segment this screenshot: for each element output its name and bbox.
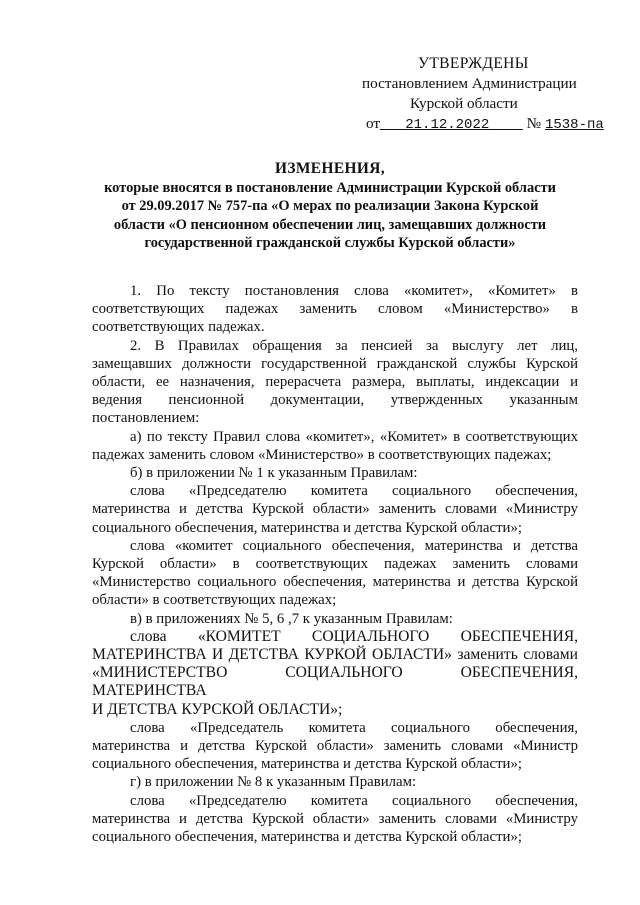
- item-g1-line: социального обеспечения, материнства и детства Курской области»;: [92, 829, 522, 846]
- heading-title: ИЗМЕНЕНИЯ,: [274, 160, 386, 177]
- approval-title: УТВЕРЖДЕНЫ: [418, 55, 529, 72]
- approval-number: 1538-па: [544, 117, 604, 133]
- paragraph-1-line: соответствующих падежах.: [92, 319, 265, 336]
- approval-region: Курской области: [410, 95, 518, 112]
- paragraph-1-line: соответствующих падежах заменить словом «Министерство» в: [92, 301, 578, 318]
- item-b-heading: б) в приложении № 1 к указанным Правилам:: [130, 465, 418, 482]
- paragraph-2-line: 2. В Правилах обращения за пенсией за выслугу лет лиц,: [130, 337, 578, 354]
- paragraph-2-line: замещавших должности государственной гражданской службы Курской: [92, 355, 578, 372]
- item-a-line: падежах заменить словом «Министерство» в соответствующих падежах;: [92, 446, 552, 463]
- item-v-heading: в) в приложениях № 5, 6 ,7 к указанным Правилам:: [130, 610, 453, 627]
- item-v1-line: И ДЕТСТВА КУРСКОЙ ОБЛАСТИ»;: [92, 700, 343, 718]
- item-b1-line: материнства и детства Курской области» заменить словами «Министру: [92, 501, 578, 518]
- item-g1-line: материнства и детства Курской области» заменить словами «Министру: [92, 810, 578, 827]
- heading-line: от 29.09.2017 № 757-па «О мерах по реализации Закона Курской: [121, 198, 539, 215]
- approval-date-number: [340, 114, 604, 135]
- paragraph-2-line: области, ее назначения, перерасчета размера, выплаты, индексации и: [92, 374, 578, 391]
- item-b2-line: Курской области» в соответствующих падежах заменить словами: [92, 556, 578, 573]
- document-heading: [82, 160, 578, 253]
- item-b2-line: слова «комитет социального обеспечения, материнства и детства: [130, 537, 578, 554]
- approval-stamp: [340, 54, 604, 135]
- item-v2-line: материнства и детства Курской области» заменить словами «Министр: [92, 738, 578, 755]
- paragraph-2-line: постановлением:: [92, 410, 200, 427]
- heading-line: государственной гражданской службы Курской области»: [144, 235, 516, 252]
- item-a-line: а) по тексту Правил слова «комитет», «Комитет» в соответствующих: [130, 428, 578, 445]
- approval-date: 21.12.2022: [405, 117, 490, 133]
- item-v2-line: слова «Председатель комитета социального обеспечения,: [130, 719, 578, 736]
- item-b1-line: слова «Председателю комитета социального обеспечения,: [130, 483, 578, 500]
- item-v1-line: «МИНИСТЕРСТВО СОЦИАЛЬНОГО ОБЕСПЕЧЕНИЯ, МАТЕРИНСТВА: [92, 664, 578, 700]
- heading-line: области «О пенсионном обеспечении лиц, замещавших должности: [113, 216, 547, 233]
- paragraph-1-line: 1. По тексту постановления слова «комитет», «Комитет» в: [130, 283, 578, 299]
- heading-line: которые вносятся в постановление Администрации Курской области: [104, 179, 556, 196]
- item-b2-line: «Министерство социального обеспечения, материнства и детства Курской: [92, 574, 578, 591]
- item-b2-line: области» в соответствующих падежах;: [92, 592, 337, 609]
- item-g1-line: слова «Председателю комитета социального обеспечения,: [130, 792, 578, 809]
- approval-date-prefix: от: [366, 115, 381, 132]
- item-v2-line: социального обеспечения, материнства и детства Курской области»;: [92, 756, 522, 773]
- approval-number-prefix: №: [526, 115, 542, 132]
- approval-issuer: постановлением Администрации: [362, 75, 577, 92]
- paragraph-2-line: ведения пенсионной документации, утвержденных указанным: [92, 392, 578, 409]
- item-v1-line: слова «КОМИТЕТ СОЦИАЛЬНОГО ОБЕСПЕЧЕНИЯ,: [130, 627, 578, 645]
- document-body: [92, 282, 578, 846]
- item-g-heading: г) в приложении № 8 к указанным Правилам:: [130, 774, 417, 791]
- item-b1-line: социального обеспечения, материнства и детства Курской области»;: [92, 519, 522, 536]
- item-v1-line: МАТЕРИНСТВА И ДЕТСТВА КУРКОЙ ОБЛАСТИ» заменить словами: [92, 646, 578, 664]
